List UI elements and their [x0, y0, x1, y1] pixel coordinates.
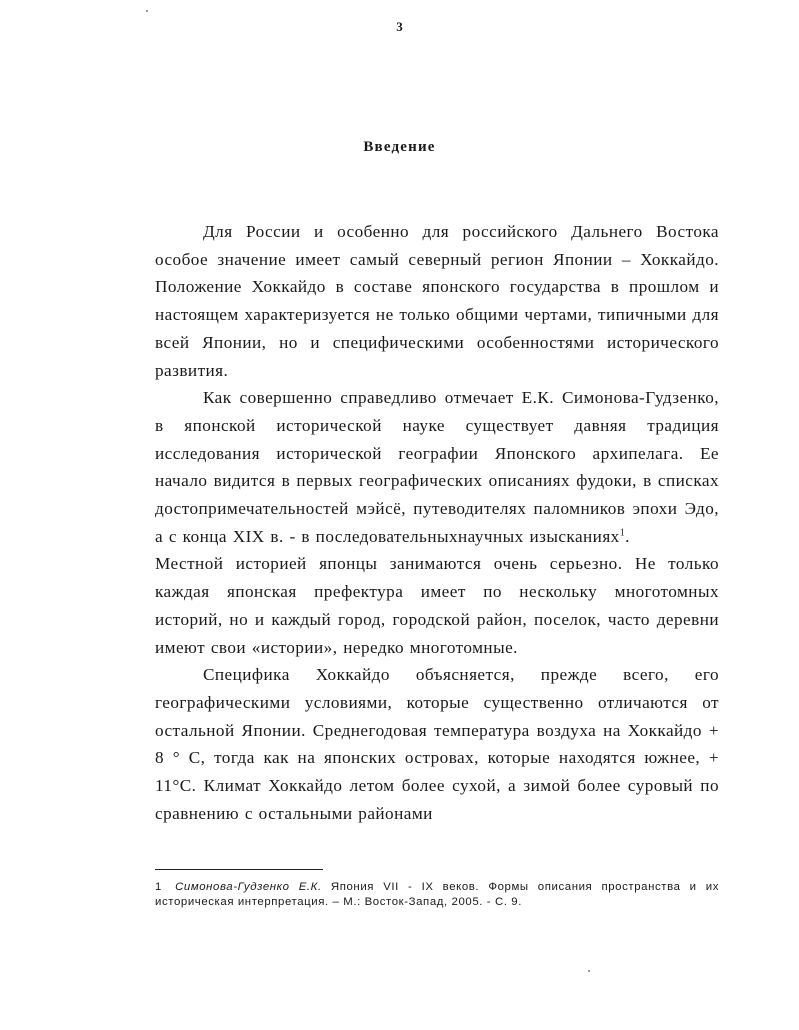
paragraph-3: Местной историей японцы занимаются очень серьезно. Не только каждая японская префектура имеет по нескольку многотомных историй, но и каждый город, городской район, поселок, часто деревни имеют свои «истории», нередко многотомные. [155, 554, 719, 657]
footnote-reference[interactable]: 1 [619, 527, 626, 538]
paragraph-4: Специфика Хоккайдо объясняется, прежде всего, его географическими условиями, которые существенно отличаются от остальной Японии. Среднегодовая температура воздуха на Хоккайдо + 8 ° С, тогда как на японских островах, которые находятся южнее, + 11°С. Климат Хоккайдо летом более сухой, а зимой более суровый по сравнению с остальными районами [155, 665, 719, 823]
scan-speck [588, 970, 590, 972]
scan-speck [146, 10, 148, 12]
footnote-text: Япония VII - IX веков. Формы описания пространства и их историческая интерпретация. – М.: Восток-Запад, 2005. - С. 9. [155, 881, 720, 908]
footnote-number: 1 [155, 881, 162, 893]
paragraph-1: Для России и особенно для российского Дальнего Востока особое значение имеет самый северный регион Японии – Хоккайдо. Положение Хоккайдо в составе японского государства в прошлом и настоящем характеризуется не только общими чертами, типичными для всей Японии, но и специфическими особенностями исторического развития. [155, 222, 719, 380]
section-heading: Введение [363, 139, 436, 155]
footnote-divider [155, 869, 323, 870]
paragraph-2 [155, 384, 719, 550]
footnote [155, 880, 719, 910]
paragraph-2-tail: . [625, 526, 630, 546]
body-text [155, 218, 719, 827]
footnote-author: Симонова-Гудзенко Е.К. [175, 881, 322, 893]
page-number: 3 [396, 19, 403, 34]
paragraph-2-text: Как совершенно справедливо отмечает Е.К. Симонова-Гудзенко, в японской исторической науке существует давняя традиция исследования исторической географии Японского архипелага. Ее начало видится в первых географических описаниях фудоки, в списках достопримечательностей мэйсё, путеводителях паломников эпохи Эдо, а с конца XIX в. - в последовательныхнаучных изысканиях [155, 388, 719, 546]
